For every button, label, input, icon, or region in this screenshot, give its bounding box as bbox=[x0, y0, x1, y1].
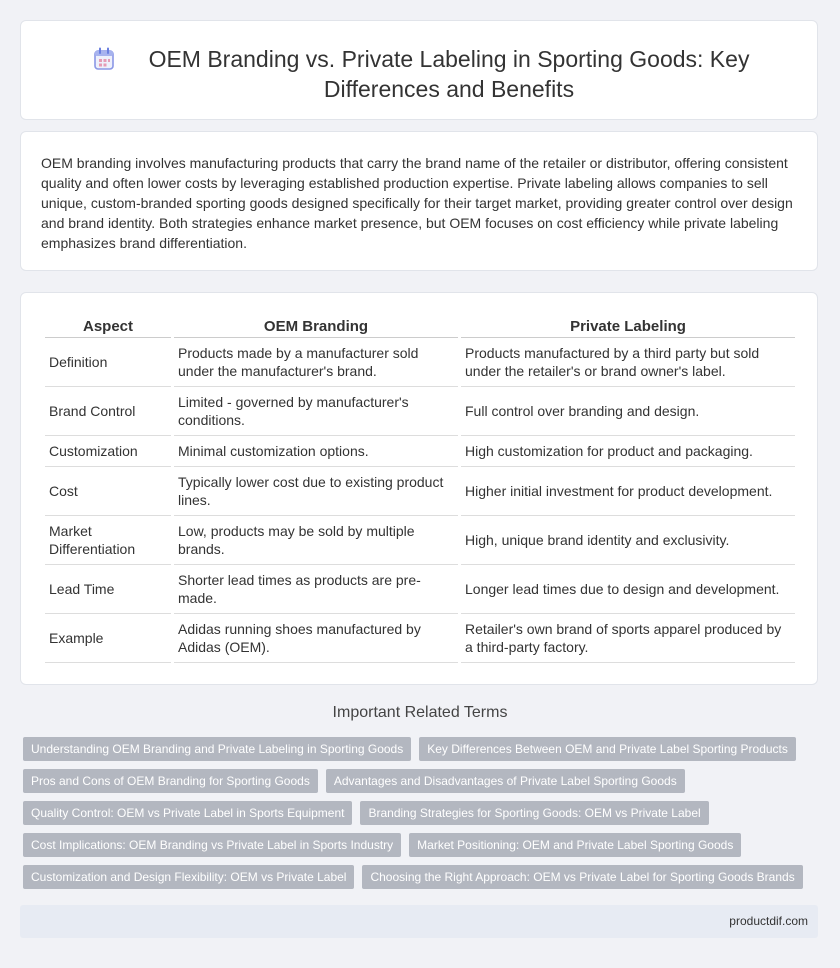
table-row bbox=[45, 436, 795, 467]
table-row bbox=[45, 387, 795, 436]
aspect-cell: Example bbox=[45, 614, 171, 663]
comparison-card bbox=[20, 292, 818, 685]
title-card bbox=[20, 20, 818, 120]
page-title: OEM Branding vs. Private Labeling in Sporting Goods: Key Differences and Benefits bbox=[148, 46, 750, 102]
aspect-cell: Definition bbox=[45, 338, 171, 387]
site-link[interactable]: productdif.com bbox=[729, 914, 808, 928]
related-term-tag[interactable]: Branding Strategies for Sporting Goods: OEM vs Private Label bbox=[360, 801, 708, 825]
related-term-tag[interactable]: Advantages and Disadvantages of Private Label Sporting Goods bbox=[326, 769, 685, 793]
oem-cell: Typically lower cost due to existing product lines. bbox=[174, 467, 458, 516]
comparison-table bbox=[42, 313, 798, 663]
table-row bbox=[45, 338, 795, 387]
footer-bar bbox=[20, 905, 818, 938]
related-term-tag[interactable]: Customization and Design Flexibility: OEM vs Private Label bbox=[23, 865, 354, 889]
oem-cell: Adidas running shoes manufactured by Adidas (OEM). bbox=[174, 614, 458, 663]
related-term-tag[interactable]: Choosing the Right Approach: OEM vs Private Label for Sporting Goods Brands bbox=[362, 865, 802, 889]
header-aspect: Aspect bbox=[45, 313, 171, 338]
aspect-cell: Market Differentiation bbox=[45, 516, 171, 565]
table-row bbox=[45, 516, 795, 565]
oem-cell: Minimal customization options. bbox=[174, 436, 458, 467]
related-term-tag[interactable]: Cost Implications: OEM Branding vs Private Label in Sports Industry bbox=[23, 833, 401, 857]
aspect-cell: Customization bbox=[45, 436, 171, 467]
private-cell: Retailer's own brand of sports apparel produced by a third-party factory. bbox=[461, 614, 795, 663]
aspect-cell: Cost bbox=[45, 467, 171, 516]
related-term-tag[interactable]: Understanding OEM Branding and Private Labeling in Sporting Goods bbox=[23, 737, 411, 761]
related-terms-list bbox=[23, 737, 803, 889]
header-oem: OEM Branding bbox=[174, 313, 458, 338]
table-row bbox=[45, 565, 795, 614]
table-row bbox=[45, 614, 795, 663]
private-cell: Higher initial investment for product development. bbox=[461, 467, 795, 516]
private-cell: Longer lead times due to design and development. bbox=[461, 565, 795, 614]
calendar-icon bbox=[93, 47, 115, 76]
related-terms-title: Important Related Terms bbox=[332, 704, 508, 721]
oem-cell: Products made by a manufacturer sold under the manufacturer's brand. bbox=[174, 338, 458, 387]
table-row bbox=[45, 467, 795, 516]
related-term-tag[interactable]: Market Positioning: OEM and Private Label Sporting Goods bbox=[409, 833, 741, 857]
related-term-tag[interactable]: Key Differences Between OEM and Private Label Sporting Products bbox=[419, 737, 796, 761]
intro-paragraph: OEM branding involves manufacturing products that carry the brand name of the retailer or distributor, offering consistent quality and often lower costs by leveraging established production expertise. Private labeling allows companies to sell unique, custom-branded sporting goods designed specifically for their target market, providing greater control over design and brand identity. Both strategies enhance market presence, but OEM focuses on cost efficiency while private labeling emphasizes brand differentiation. bbox=[41, 155, 793, 251]
related-term-tag[interactable]: Pros and Cons of OEM Branding for Sporting Goods bbox=[23, 769, 318, 793]
aspect-cell: Brand Control bbox=[45, 387, 171, 436]
private-cell: High customization for product and packaging. bbox=[461, 436, 795, 467]
private-cell: Full control over branding and design. bbox=[461, 387, 795, 436]
related-term-tag[interactable]: Quality Control: OEM vs Private Label in Sports Equipment bbox=[23, 801, 352, 825]
oem-cell: Limited - governed by manufacturer's conditions. bbox=[174, 387, 458, 436]
oem-cell: Low, products may be sold by multiple brands. bbox=[174, 516, 458, 565]
aspect-cell: Lead Time bbox=[45, 565, 171, 614]
header-private: Private Labeling bbox=[461, 313, 795, 338]
table-header-row bbox=[45, 313, 795, 338]
intro-card bbox=[20, 131, 818, 271]
private-cell: High, unique brand identity and exclusivity. bbox=[461, 516, 795, 565]
oem-cell: Shorter lead times as products are pre-made. bbox=[174, 565, 458, 614]
private-cell: Products manufactured by a third party but sold under the retailer's or brand owner's label. bbox=[461, 338, 795, 387]
